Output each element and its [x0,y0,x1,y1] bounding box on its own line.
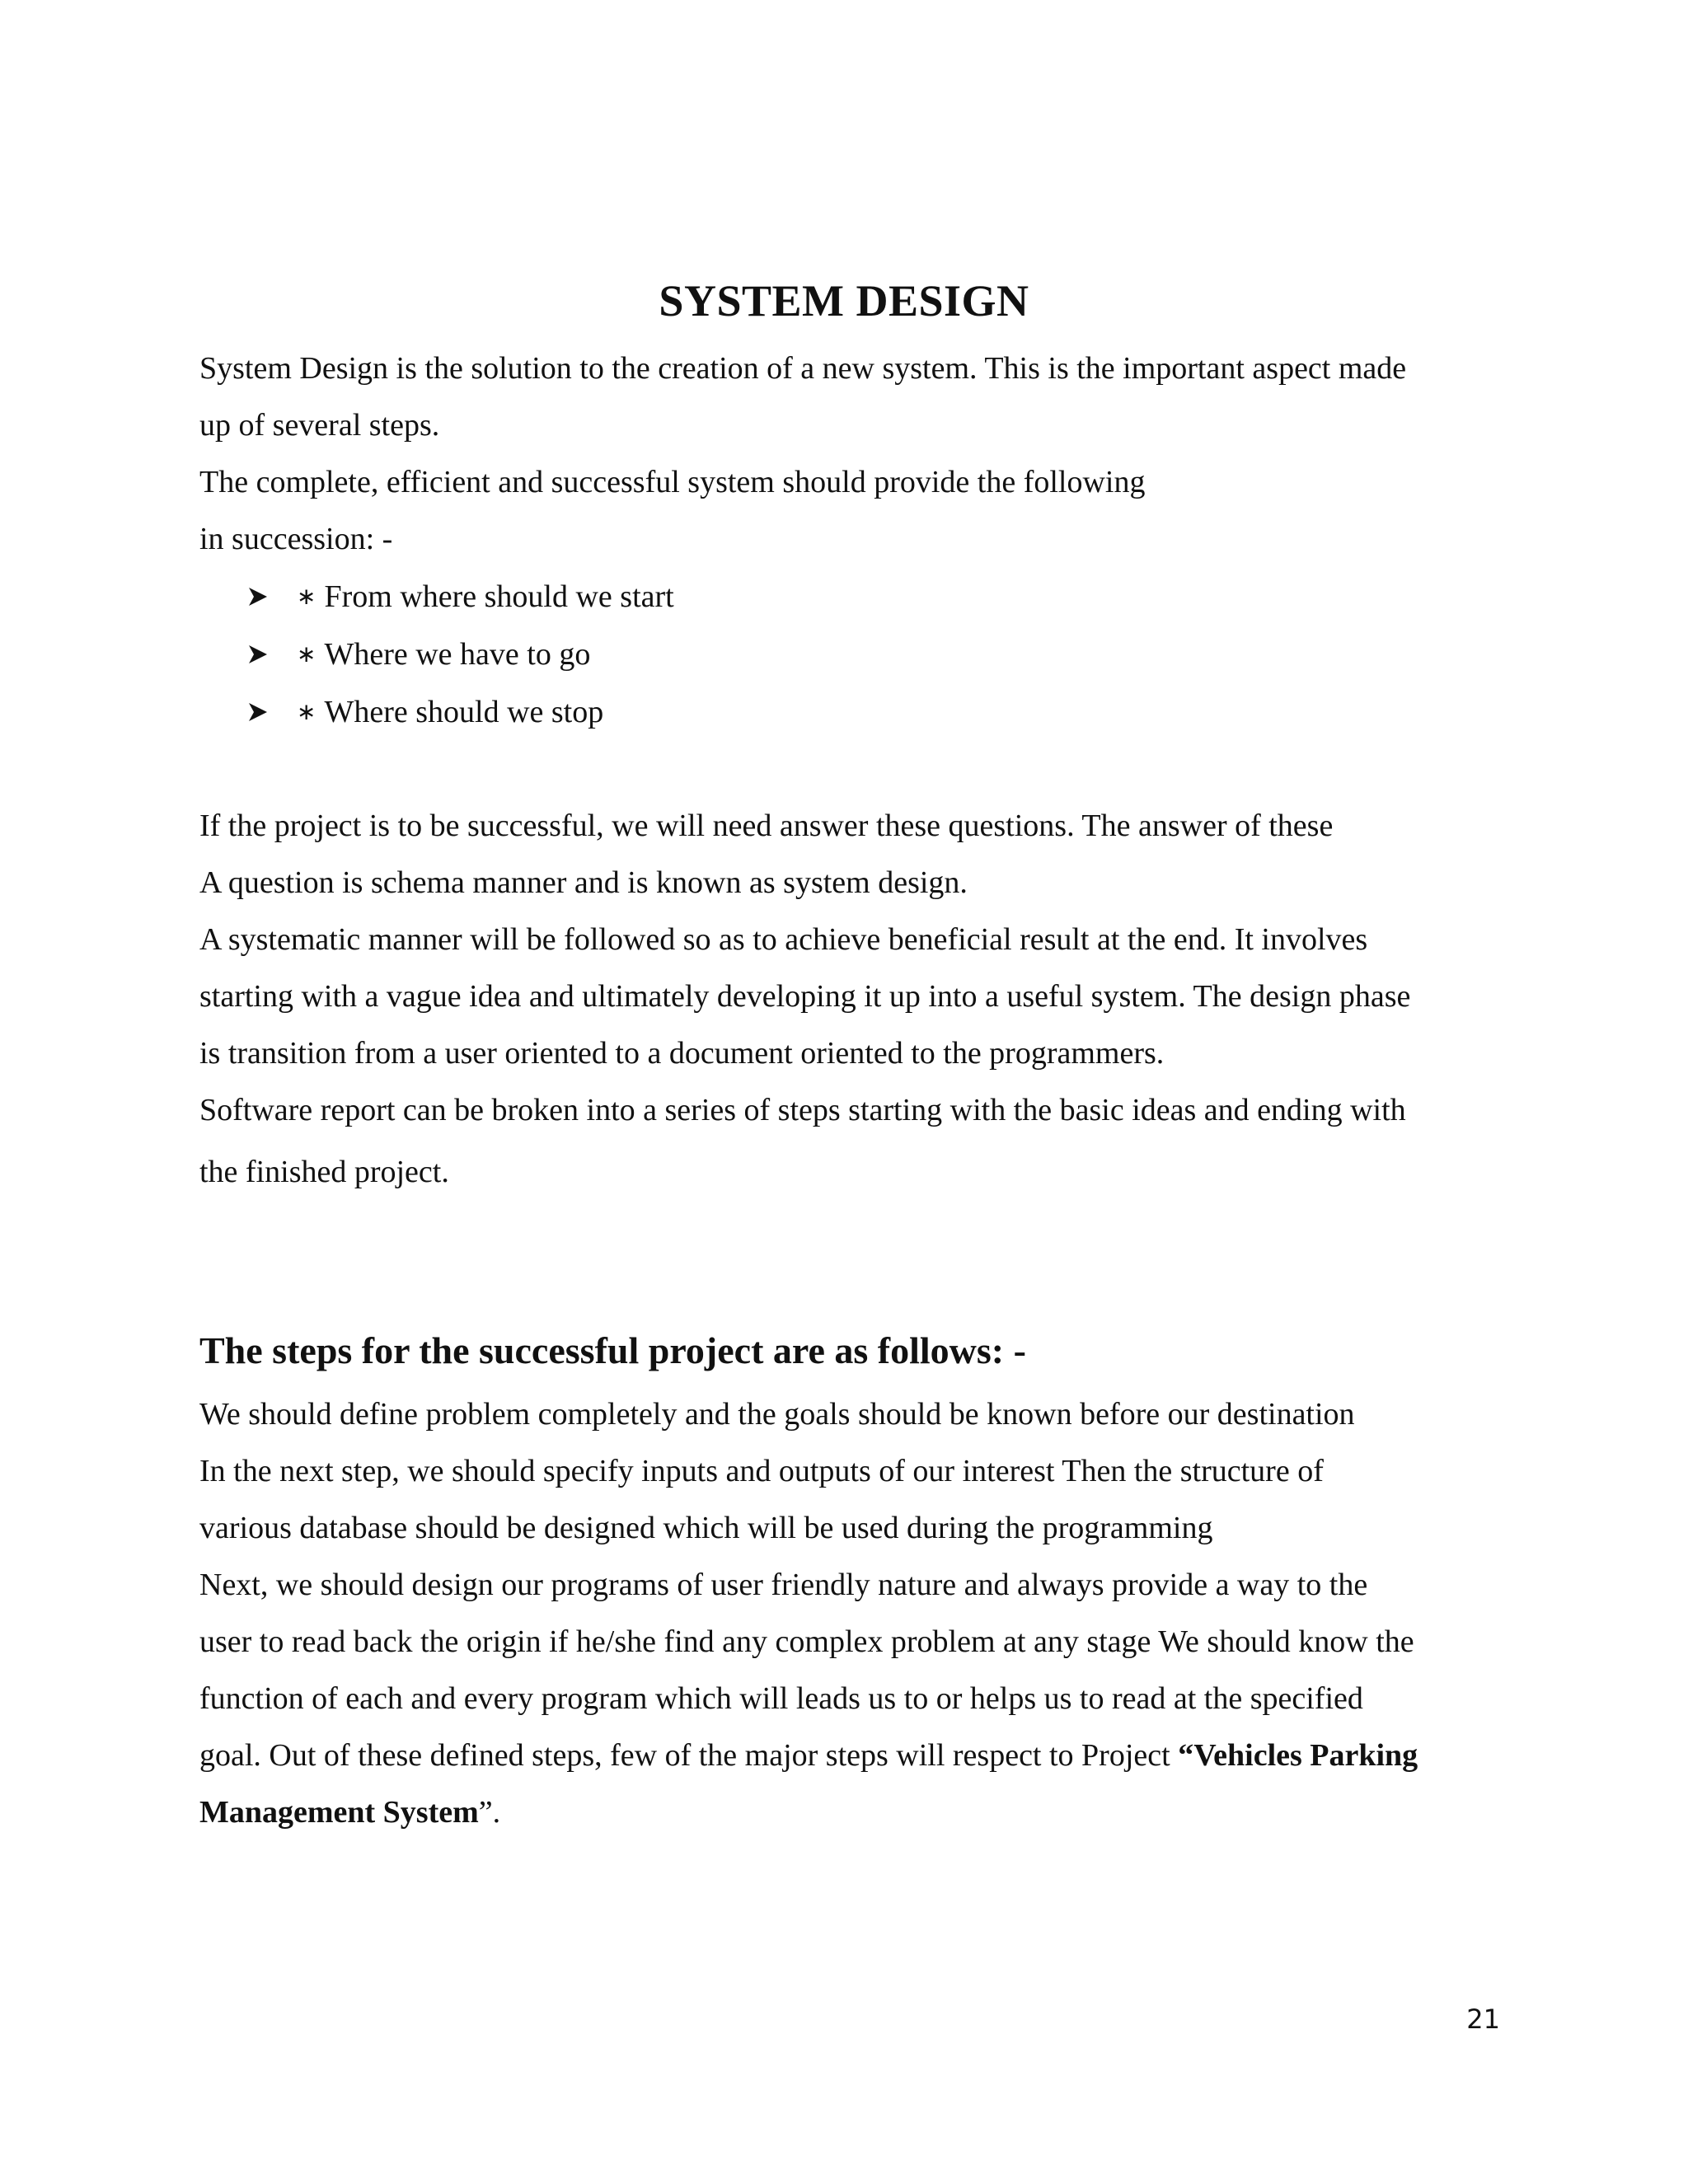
bullet-item-1 [247,577,674,616]
arrow-bullet-icon [247,644,269,665]
body-line-5: is transition from a user oriented to a document oriented to the programmers. [199,1036,1165,1071]
steps-line-3: various database should be designed which will be used during the programming [199,1511,1213,1545]
bullet-text: Where should we stop [324,695,604,729]
star-marker: ∗ [297,640,316,668]
intro-line-1: System Design is the solution to the creation of a new system. This is the important aspect made [199,351,1407,386]
star-marker: ∗ [297,698,316,725]
bullet-text: Where we have to go [324,637,591,672]
steps-line-7-text: goal. Out of these defined steps, few of the major steps will respect to Project [199,1738,1179,1773]
intro-line-2: up of several steps. [199,408,440,443]
body-line-3: A systematic manner will be followed so as to achieve beneficial result at the end. It involves [199,922,1368,957]
bullet-item-2 [247,635,590,674]
arrow-bullet-icon [247,586,269,607]
steps-line-5: user to read back the origin if he/she find any complex problem at any stage We should know the [199,1624,1414,1659]
steps-line-4: Next, we should design our programs of user friendly nature and always provide a way to the [199,1568,1368,1602]
steps-line-7 [199,1736,1418,1775]
steps-line-6: function of each and every program which will leads us to or helps us to read at the specified [199,1681,1363,1716]
steps-line-8 [199,1793,500,1832]
body-line-6: Software report can be broken into a series of steps starting with the basic ideas and ending with [199,1093,1406,1127]
closing-punctuation: ”. [478,1795,501,1830]
page-title: SYSTEM DESIGN [659,276,1029,326]
body-line-7: the finished project. [199,1155,449,1189]
intro-line-3: The complete, efficient and successful system should provide the following [199,465,1146,499]
body-line-4: starting with a vague idea and ultimately developing it up into a useful system. The design phase [199,979,1411,1014]
steps-line-2: In the next step, we should specify inputs and outputs of our interest Then the structure of [199,1454,1324,1488]
steps-heading: The steps for the successful project are as follows: - [199,1329,1026,1371]
page-number: 21 [1466,2004,1500,2035]
star-marker: ∗ [297,583,316,610]
bullet-text: From where should we start [324,579,674,614]
arrow-bullet-icon [247,701,269,723]
steps-line-1: We should define problem completely and the goals should be known before our destination [199,1397,1355,1432]
intro-line-4: in succession: - [199,522,393,556]
bullet-item-3 [247,692,603,732]
body-line-2: A question is schema manner and is known as system design. [199,865,968,900]
project-name-part1: “Vehicles Parking [1178,1738,1418,1773]
project-name-part2: Management System [199,1795,479,1830]
body-line-1: If the project is to be successful, we will need answer these questions. The answer of these [199,808,1334,843]
